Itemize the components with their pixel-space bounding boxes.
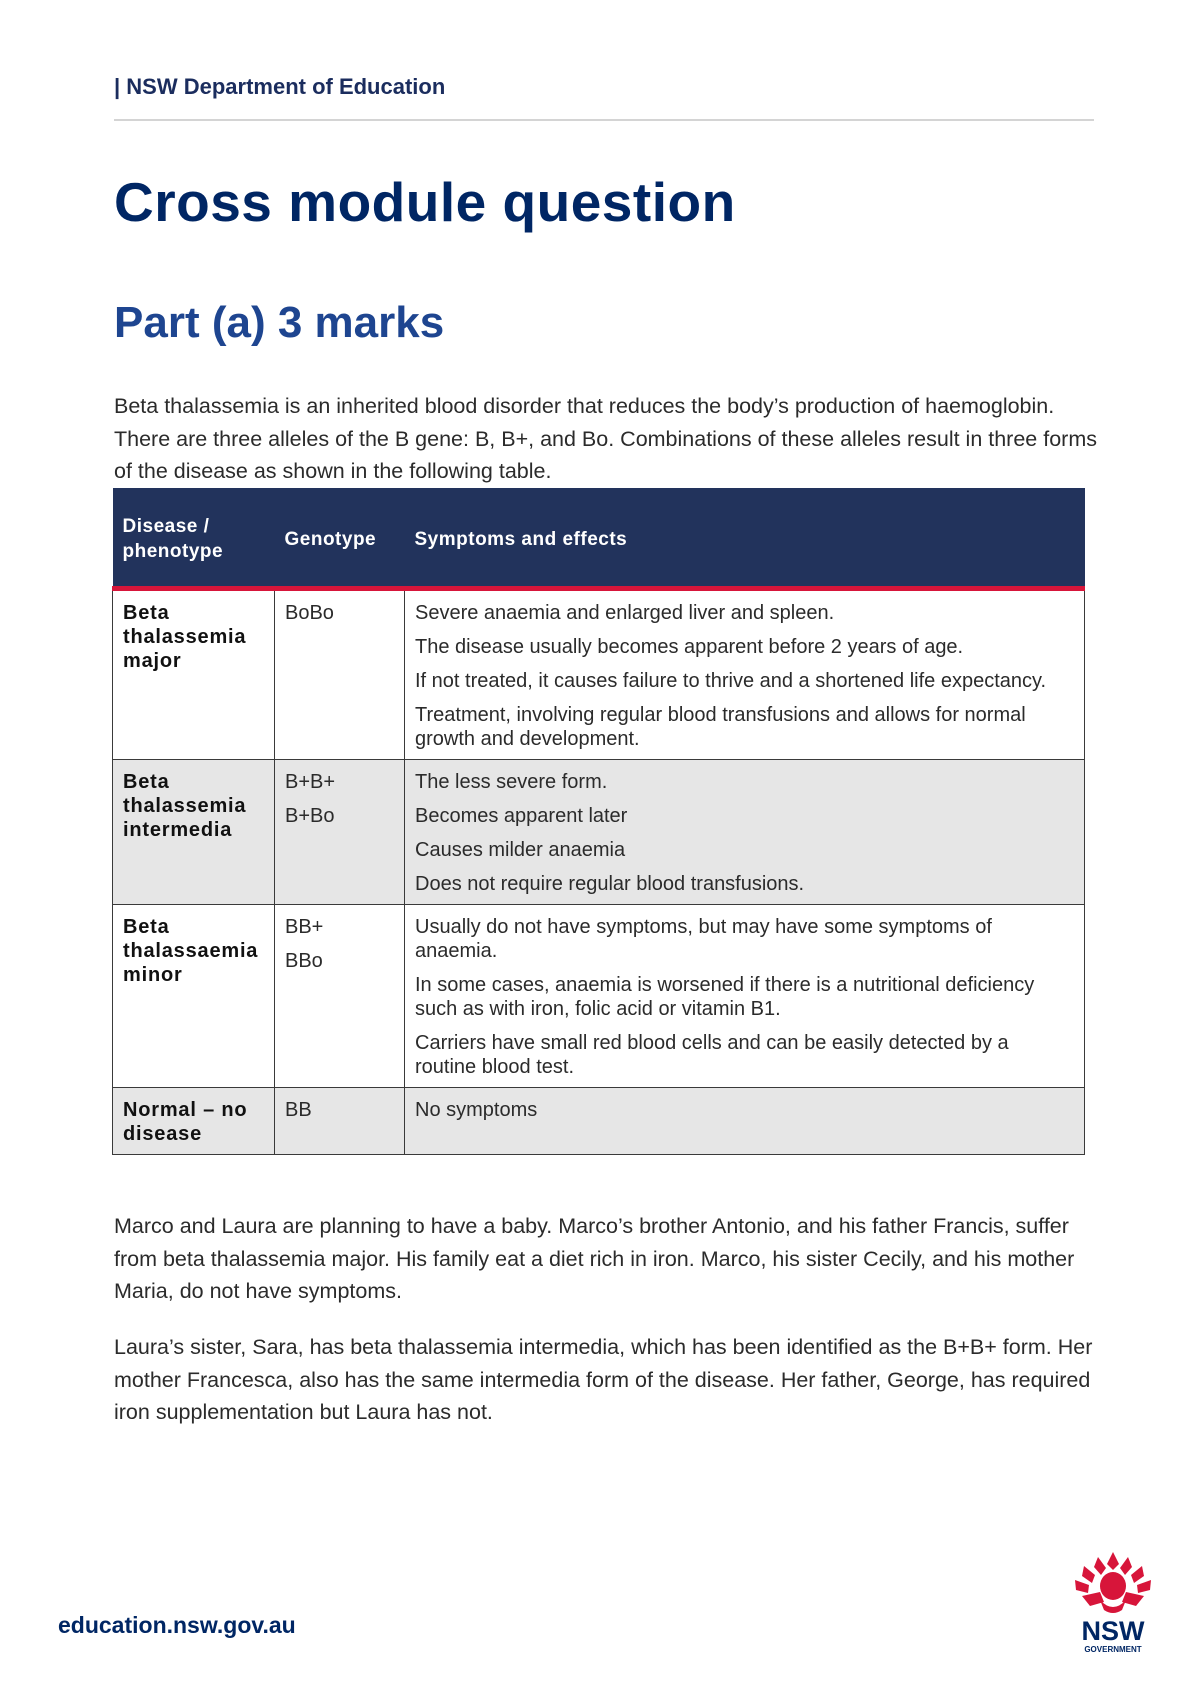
- symptoms-cell: [405, 760, 1085, 905]
- table-row: [113, 589, 1085, 760]
- marco-paragraph: Marco and Laura are planning to have a baby. Marco’s brother Antonio, and his father Francis, suffer from beta thalassemia major. His family eat a diet rich in iron. Marco, his sister Cecily, and his mother Maria, do not have symptoms.: [114, 1214, 1075, 1303]
- symptom-line: If not treated, it causes failure to thrive and a shortened life expectancy.: [415, 670, 1047, 692]
- table-row: [113, 1088, 1085, 1155]
- laura-paragraph: Laura’s sister, Sara, has beta thalassemia intermedia, which has been identified as the B+B+ form. Her mother Francesca, also has the same intermedia form of the disease. Her father, George, has required iron supplementation but Laura has not.: [114, 1335, 1093, 1424]
- table-header-row: [113, 488, 1085, 589]
- nsw-government-logo: [1070, 1548, 1156, 1658]
- symptom-line: Carriers have small red blood cells and can be easily detected by a routine blood test.: [415, 1032, 1009, 1078]
- genotype-value: BB: [285, 1099, 312, 1121]
- symptom-line: Treatment, involving regular blood transfusions and allows for normal growth and development.: [415, 704, 1026, 750]
- table-row: [113, 905, 1085, 1088]
- symptoms-cell: [405, 1088, 1085, 1155]
- disease-cell: Normal – no disease: [113, 1088, 275, 1155]
- genotype-cell: [275, 589, 405, 760]
- section-heading: Part (a) 3 marks: [114, 298, 445, 347]
- department-header: | NSW Department of Education: [114, 74, 446, 99]
- column-header-genotype: Genotype: [275, 488, 405, 589]
- symptoms-cell: [405, 589, 1085, 760]
- symptom-line: Does not require regular blood transfusions.: [415, 873, 805, 895]
- genotype-cell: [275, 1088, 405, 1155]
- symptom-line: In some cases, anaemia is worsened if there is a nutritional deficiency such as with iron, folic acid or vitamin B1.: [415, 974, 1035, 1020]
- symptom-line: Severe anaemia and enlarged liver and spleen.: [415, 602, 835, 624]
- symptom-line: The disease usually becomes apparent before 2 years of age.: [415, 636, 964, 658]
- page-title: Cross module question: [114, 171, 736, 233]
- symptom-line: Usually do not have symptoms, but may have some symptoms of anaemia.: [415, 916, 992, 962]
- disease-cell: Beta thalassemia intermedia: [113, 760, 275, 905]
- intro-paragraph: Beta thalassemia is an inherited blood disorder that reduces the body’s production of haemoglobin. There are three alleles of the B gene: B, B+, and Bo. Combinations of these alleles result in three forms of the disease as shown in the following table.: [114, 394, 1097, 483]
- genotype-cell: [275, 760, 405, 905]
- symptom-line: Becomes apparent later: [415, 805, 628, 827]
- table-row: [113, 760, 1085, 905]
- symptom-line: The less severe form.: [415, 771, 608, 793]
- column-header-symptoms: Symptoms and effects: [405, 488, 1085, 589]
- symptom-line: Causes milder anaemia: [415, 839, 626, 861]
- header-divider: [114, 119, 1094, 121]
- genotype-value: BoBo: [285, 602, 334, 624]
- disease-cell: Beta thalassemia major: [113, 589, 275, 760]
- logo-government-text: GOVERNMENT: [1084, 1645, 1142, 1654]
- genotype-value: BB+: [285, 916, 324, 938]
- waratah-flower-icon: [1075, 1552, 1151, 1613]
- symptom-line: No symptoms: [415, 1099, 538, 1121]
- genotype-cell: [275, 905, 405, 1088]
- thalassemia-table: [112, 488, 1085, 1155]
- logo-nsw-text: NSW: [1081, 1616, 1145, 1646]
- symptoms-cell: [405, 905, 1085, 1088]
- genotype-value: B+Bo: [285, 805, 335, 827]
- disease-cell: Beta thalassaemia minor: [113, 905, 275, 1088]
- column-header-disease: Disease / phenotype: [113, 488, 275, 589]
- genotype-value: BBo: [285, 950, 323, 972]
- footer-url[interactable]: education.nsw.gov.au: [58, 1612, 296, 1638]
- genotype-value: B+B+: [285, 771, 336, 793]
